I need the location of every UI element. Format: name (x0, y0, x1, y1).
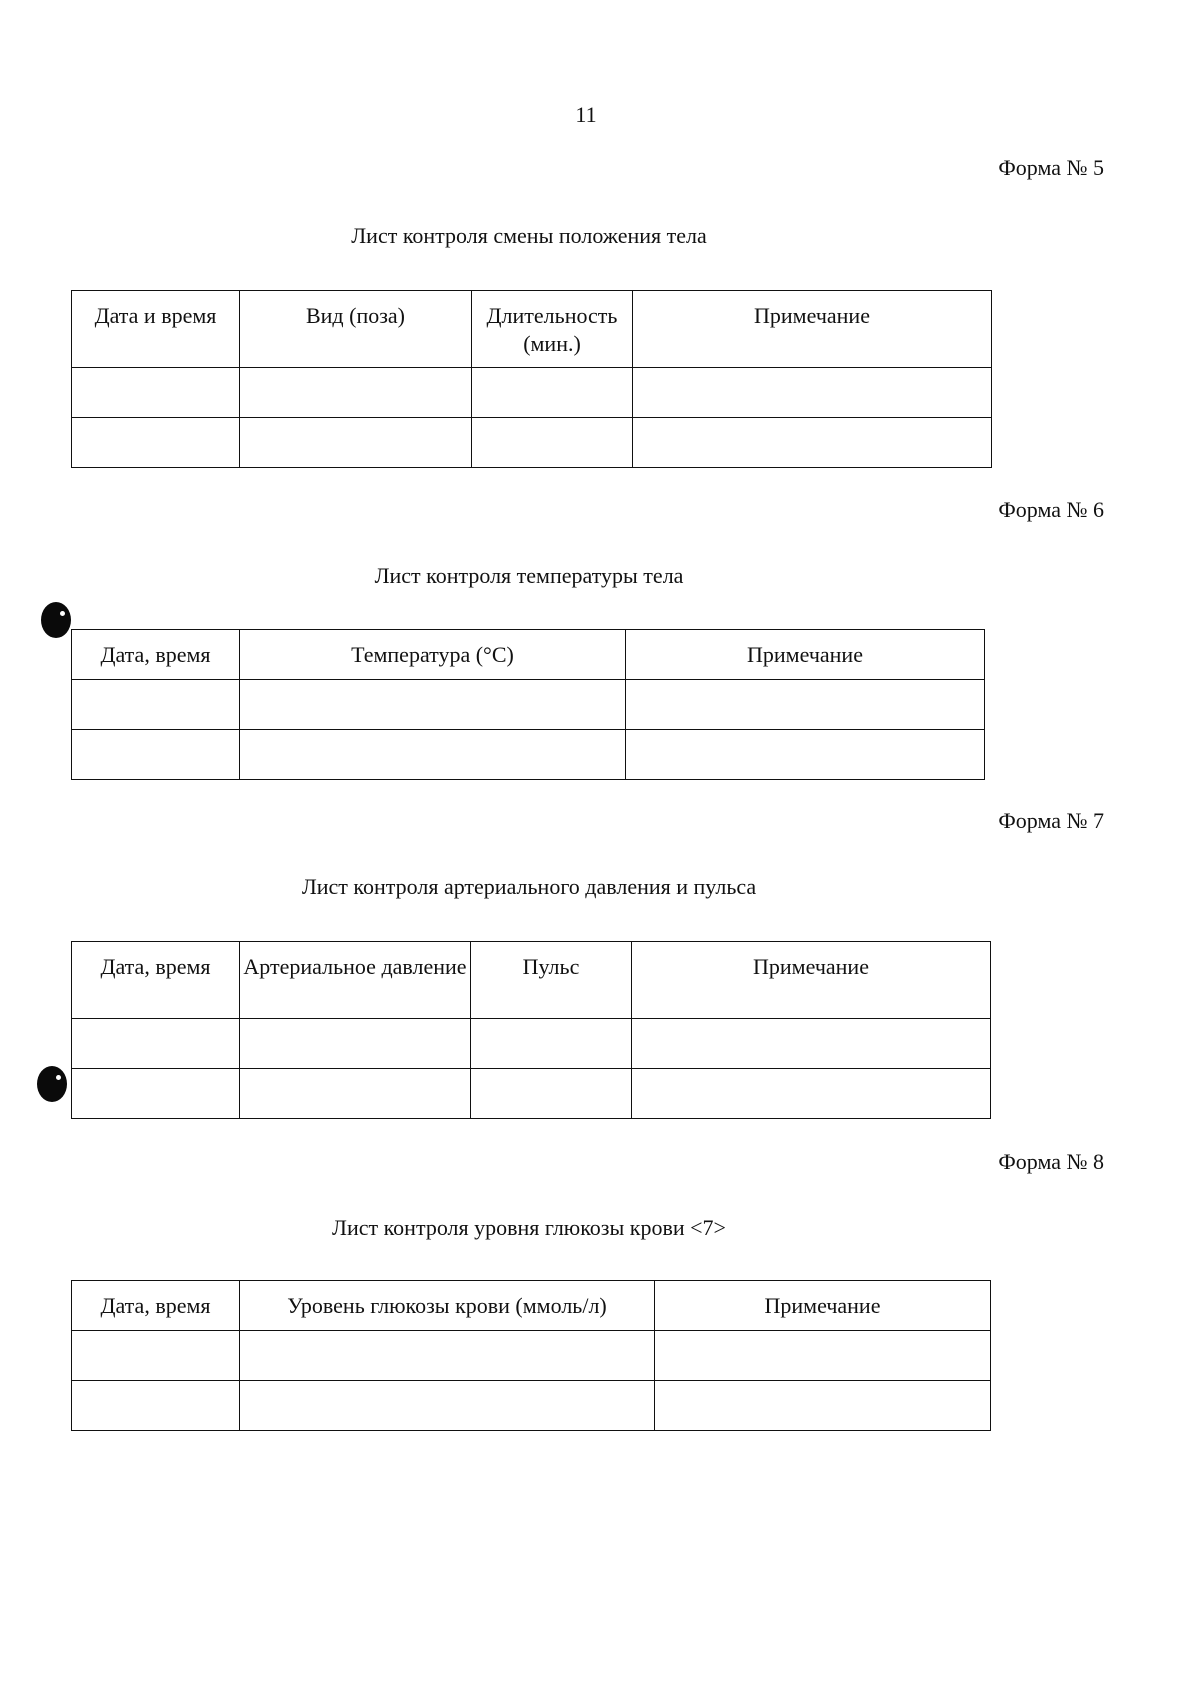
column-header: Дата, время (72, 1281, 240, 1331)
table-cell[interactable] (626, 680, 985, 730)
table-cell[interactable] (632, 1069, 991, 1119)
table-row (72, 1019, 991, 1069)
column-header: Вид (поза) (240, 291, 472, 368)
column-header: Артериальное давление (240, 942, 471, 1019)
table-cell[interactable] (472, 368, 633, 418)
form-5-table (71, 290, 992, 468)
table-cell[interactable] (633, 368, 992, 418)
table-cell[interactable] (240, 1069, 471, 1119)
table-row (72, 418, 992, 468)
column-header: Дата, время (72, 942, 240, 1019)
table-row (72, 1381, 991, 1431)
table-cell[interactable] (240, 418, 472, 468)
table-row (72, 1069, 991, 1119)
table-header-row (72, 942, 991, 1019)
table-header-row (72, 1281, 991, 1331)
column-header: Длительность (мин.) (472, 291, 633, 368)
column-header: Примечание (655, 1281, 991, 1331)
table-cell[interactable] (72, 730, 240, 780)
punch-hole-mark (37, 1066, 67, 1102)
punch-hole-mark (41, 602, 71, 638)
form-8-title: Лист контроля уровня глюкозы крови <7> (332, 1215, 726, 1240)
form-8-label: Форма № 8 (998, 1149, 1104, 1174)
table-cell[interactable] (240, 1381, 655, 1431)
form-7-table (71, 941, 991, 1119)
form-7-label: Форма № 7 (998, 808, 1104, 833)
table-cell[interactable] (72, 368, 240, 418)
column-header: Пульс (471, 942, 632, 1019)
form-5-title: Лист контроля смены положения тела (351, 223, 707, 248)
column-header: Уровень глюкозы крови (ммоль/л) (240, 1281, 655, 1331)
form-6-table (71, 629, 985, 780)
column-header: Примечание (633, 291, 992, 368)
table-row (72, 680, 985, 730)
table-cell[interactable] (72, 1019, 240, 1069)
table-cell[interactable] (471, 1069, 632, 1119)
table-cell[interactable] (240, 730, 626, 780)
form-7-title: Лист контроля артериального давления и пульса (301, 874, 757, 899)
table-cell[interactable] (240, 1019, 471, 1069)
table-row (72, 730, 985, 780)
table-cell[interactable] (471, 1019, 632, 1069)
table-header-row (72, 630, 985, 680)
table-cell[interactable] (655, 1331, 991, 1381)
table-cell[interactable] (240, 1331, 655, 1381)
table-header-row (72, 291, 992, 368)
table-cell[interactable] (633, 418, 992, 468)
column-header: Примечание (632, 942, 991, 1019)
form-8-table (71, 1280, 991, 1431)
table-cell[interactable] (72, 418, 240, 468)
table-row (72, 368, 992, 418)
table-cell[interactable] (72, 1069, 240, 1119)
column-header: Температура (°C) (240, 630, 626, 680)
form-6-title: Лист контроля температуры тела (374, 563, 684, 588)
table-cell[interactable] (655, 1381, 991, 1431)
form-6-label: Форма № 6 (998, 497, 1104, 522)
table-cell[interactable] (240, 368, 472, 418)
table-cell[interactable] (472, 418, 633, 468)
column-header: Примечание (626, 630, 985, 680)
column-header: Дата, время (72, 630, 240, 680)
form-5-label: Форма № 5 (998, 155, 1104, 180)
page-number: 11 (575, 102, 597, 127)
table-cell[interactable] (632, 1019, 991, 1069)
table-cell[interactable] (72, 1331, 240, 1381)
table-cell[interactable] (626, 730, 985, 780)
table-row (72, 1331, 991, 1381)
column-header: Дата и время (72, 291, 240, 368)
table-cell[interactable] (72, 1381, 240, 1431)
table-cell[interactable] (240, 680, 626, 730)
table-cell[interactable] (72, 680, 240, 730)
